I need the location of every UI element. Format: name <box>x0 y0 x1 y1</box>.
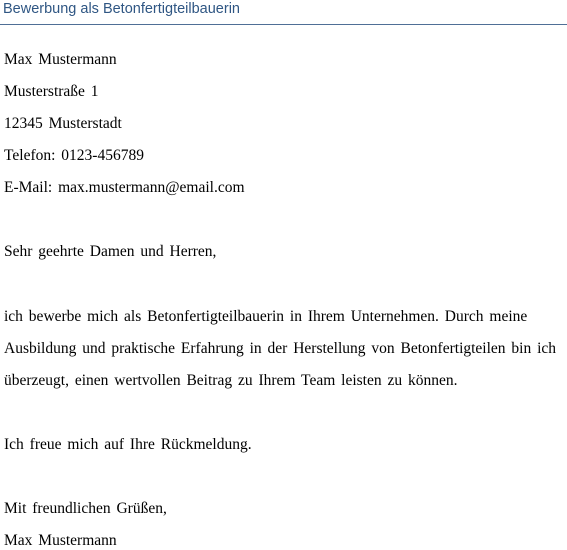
sender-phone: Telefon: 0123-456789 <box>4 147 144 164</box>
sender-email: E-Mail: max.mustermann@email.com <box>4 179 245 196</box>
closing-greeting: Mit freundlichen Grüßen, <box>4 500 167 517</box>
paragraph-line: überzeugt, einen wertvollen Beitrag zu Ihrem Team leisten zu können. <box>4 372 458 389</box>
sender-street: Musterstraße 1 <box>4 83 99 100</box>
signature-name: Max Mustermann <box>4 532 117 549</box>
document-title: Bewerbung als Betonfertigteilbauerin <box>3 1 240 17</box>
paragraph-line: ich bewerbe mich als Betonfertigteilbauerin in Ihrem Unternehmen. Durch meine <box>4 308 528 325</box>
salutation: Sehr geehrte Damen und Herren, <box>4 243 217 260</box>
closing-paragraph: Ich freue mich auf Ihre Rückmeldung. <box>4 436 252 453</box>
sender-name: Max Mustermann <box>4 51 117 68</box>
sender-city: 12345 Musterstadt <box>4 115 122 132</box>
document-header <box>0 0 567 25</box>
paragraph-line: Ausbildung und praktische Erfahrung in der Herstellung von Betonfertigteilen bin ich <box>4 340 557 357</box>
